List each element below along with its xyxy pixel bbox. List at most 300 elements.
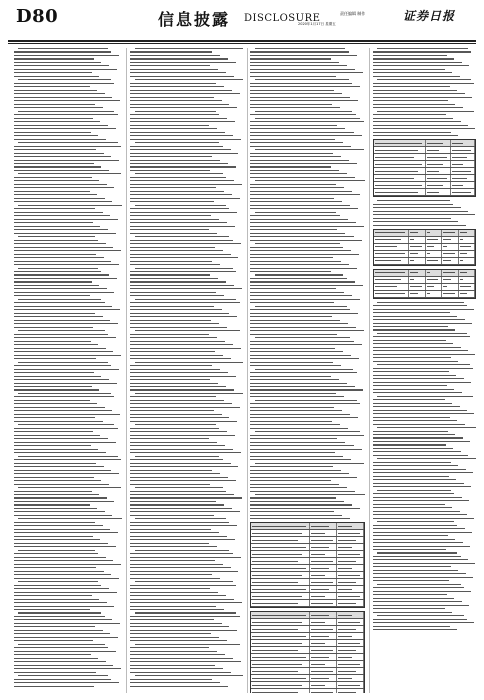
table-cell (310, 661, 337, 667)
table-cell (374, 175, 426, 181)
text-line (338, 561, 356, 562)
text-line (377, 615, 464, 616)
table-cell (251, 544, 310, 550)
text-line (130, 51, 212, 52)
text-line (373, 51, 471, 52)
table-row (374, 270, 475, 277)
text-line (410, 260, 413, 261)
text-line (373, 486, 471, 487)
text-line (130, 69, 218, 70)
text-line (14, 278, 117, 279)
text-line (311, 589, 329, 590)
section-title-cn: 信息披露 (158, 10, 231, 29)
text-line (255, 337, 350, 338)
text-line (14, 449, 98, 450)
text-line (443, 293, 454, 294)
table-cell (310, 565, 337, 571)
table-cell (251, 551, 310, 557)
text-line (252, 561, 298, 562)
table-row (374, 168, 475, 175)
text-line (14, 682, 119, 683)
text-line (373, 114, 446, 115)
text-line (311, 561, 333, 562)
table-row (374, 291, 475, 298)
text-line (311, 615, 329, 616)
table-cell (310, 586, 337, 592)
text-line (250, 421, 332, 422)
text-line (14, 365, 111, 366)
text-line (252, 664, 302, 665)
text-line (338, 533, 360, 534)
table-cell (459, 237, 475, 243)
text-line (130, 180, 234, 181)
text-line (130, 135, 233, 136)
text-line (130, 153, 238, 154)
text-line (18, 48, 108, 49)
text-line (373, 128, 475, 129)
text-line (130, 602, 242, 603)
table-cell (426, 258, 442, 264)
text-line (130, 470, 212, 471)
text-line (373, 225, 466, 226)
text-line (250, 473, 349, 474)
table-cell (426, 182, 450, 188)
text-line (427, 272, 430, 273)
text-line (373, 72, 452, 73)
table-cell (251, 600, 310, 606)
text-line (250, 438, 337, 439)
text-line (130, 58, 228, 59)
text-line (130, 647, 209, 648)
text-line (14, 504, 90, 505)
text-line (460, 279, 463, 280)
text-line (130, 90, 232, 91)
table-row (251, 523, 364, 530)
table-cell (251, 633, 310, 639)
text-line (255, 149, 364, 150)
text-line (460, 286, 471, 287)
text-line (373, 100, 448, 101)
table-row (251, 619, 364, 626)
text-line (14, 93, 105, 94)
text-line (252, 554, 302, 555)
text-line (130, 132, 225, 133)
text-line (252, 568, 306, 569)
text-line (135, 518, 227, 519)
text-line (18, 550, 95, 551)
text-line (130, 525, 237, 526)
text-line (410, 232, 417, 233)
text-line (130, 184, 242, 185)
table-cell (409, 251, 425, 257)
text-line (255, 180, 365, 181)
text-line (338, 554, 360, 555)
text-line (427, 246, 434, 247)
text-line (250, 299, 360, 300)
text-line (14, 58, 94, 59)
text-line (130, 553, 233, 554)
text-line (18, 612, 101, 613)
table-row (251, 661, 364, 668)
table-cell (251, 647, 310, 653)
text-line (373, 591, 471, 592)
text-line (250, 389, 363, 390)
table-cell (374, 258, 409, 264)
text-line (14, 118, 93, 119)
text-line (452, 192, 471, 193)
text-line (338, 540, 356, 541)
text-line (373, 417, 450, 418)
table-cell (337, 654, 364, 660)
text-line (311, 671, 333, 672)
text-line (311, 547, 329, 548)
text-line (14, 229, 108, 230)
table-cell (374, 291, 409, 297)
text-line (130, 351, 215, 352)
text-line (14, 139, 106, 140)
table-cell (337, 586, 364, 592)
text-line (373, 354, 475, 355)
text-line (14, 686, 94, 687)
text-line (311, 526, 329, 527)
text-line (130, 264, 220, 265)
text-line (375, 246, 397, 247)
text-line (338, 629, 356, 630)
text-line (373, 424, 465, 425)
text-line (130, 379, 210, 380)
text-line (255, 463, 364, 464)
text-line (250, 417, 358, 418)
table-cell (426, 140, 450, 146)
text-line (373, 465, 458, 466)
text-line (252, 582, 298, 583)
text-line (130, 250, 223, 251)
text-line (130, 166, 236, 167)
text-line (14, 125, 108, 126)
text-line (255, 431, 361, 432)
text-line (252, 671, 298, 672)
text-line (410, 279, 413, 280)
table-cell (251, 612, 310, 618)
text-line (377, 396, 473, 397)
text-line (427, 239, 438, 240)
text-line (375, 272, 405, 273)
text-line (250, 320, 340, 321)
text-line (250, 372, 357, 373)
text-line (250, 254, 359, 255)
text-line (14, 672, 96, 673)
table-cell (337, 682, 364, 688)
table-cell (251, 537, 310, 543)
text-line (130, 546, 217, 547)
text-line (373, 504, 445, 505)
text-line (14, 107, 103, 108)
text-line (130, 449, 233, 450)
text-line (373, 535, 448, 536)
text-line (377, 364, 470, 365)
text-line (130, 633, 211, 634)
table-cell (409, 284, 425, 290)
text-line (338, 685, 360, 686)
text-line (14, 564, 121, 565)
text-line (14, 306, 112, 307)
text-line (14, 348, 106, 349)
text-line (338, 664, 360, 665)
text-line (14, 421, 103, 422)
table-cell (374, 147, 426, 153)
table-cell (426, 284, 442, 290)
text-line (373, 444, 446, 445)
text-line (373, 598, 454, 599)
text-line (373, 469, 466, 470)
text-line (311, 533, 325, 534)
text-line (427, 185, 442, 186)
table-row (374, 258, 475, 265)
text-line (18, 330, 104, 331)
text-line (250, 459, 351, 460)
table-cell (426, 270, 442, 276)
text-line (14, 630, 103, 631)
text-line (14, 281, 92, 282)
text-line (452, 171, 471, 172)
table-cell (374, 251, 409, 257)
text-line (14, 247, 113, 248)
text-line (373, 556, 461, 557)
text-line (250, 125, 337, 126)
text-line (311, 664, 325, 665)
text-line (130, 243, 241, 244)
table-cell (337, 537, 364, 543)
text-line (373, 389, 454, 390)
text-line (373, 340, 446, 341)
text-line (373, 479, 456, 480)
text-line (130, 104, 229, 105)
text-line (250, 497, 336, 498)
text-line (377, 427, 476, 428)
table-row (251, 544, 364, 551)
text-line (14, 184, 107, 185)
text-line (14, 198, 105, 199)
header-rule (8, 40, 476, 42)
text-line (130, 536, 227, 537)
text-line (250, 191, 352, 192)
text-line (373, 518, 474, 519)
text-line (338, 589, 352, 590)
text-line (250, 100, 358, 101)
table-row (251, 668, 364, 675)
table-cell (337, 661, 364, 667)
table-cell (310, 551, 337, 557)
text-line (135, 268, 233, 269)
text-line (130, 271, 236, 272)
text-line (14, 132, 91, 133)
text-line (14, 438, 108, 439)
text-line (14, 452, 106, 453)
text-line (250, 292, 344, 293)
table-cell (310, 640, 337, 646)
text-line (14, 633, 110, 634)
text-line (250, 268, 357, 269)
table-cell (251, 565, 310, 571)
text-line (410, 293, 417, 294)
text-line (427, 253, 430, 254)
text-line (373, 392, 462, 393)
text-line (373, 451, 461, 452)
table-cell (251, 661, 310, 667)
text-line (14, 135, 98, 136)
text-line (18, 142, 117, 143)
text-line (373, 566, 451, 567)
text-line (130, 484, 210, 485)
text-line (373, 336, 470, 337)
text-line (452, 143, 463, 144)
text-line (14, 668, 121, 669)
text-line (410, 286, 421, 287)
text-line (373, 563, 475, 564)
text-line (373, 539, 455, 540)
text-line (373, 118, 453, 119)
text-line (14, 508, 97, 509)
text-line (14, 606, 114, 607)
text-line (373, 378, 464, 379)
text-line (250, 76, 336, 77)
text-line (14, 571, 104, 572)
text-line (14, 567, 96, 568)
text-line (373, 399, 445, 400)
text-line (373, 483, 464, 484)
text-line (14, 233, 116, 234)
text-line (14, 351, 113, 352)
table-cell (409, 270, 425, 276)
text-line (250, 302, 334, 303)
text-line (250, 484, 339, 485)
text-line (14, 302, 105, 303)
text-line (427, 286, 434, 287)
text-line (130, 97, 214, 98)
text-line (373, 361, 458, 362)
text-line (250, 194, 360, 195)
text-line (14, 341, 91, 342)
table-cell (337, 668, 364, 674)
text-line (250, 132, 354, 133)
table-cell (426, 237, 442, 243)
text-line (130, 72, 226, 73)
text-line (252, 603, 298, 604)
text-line (373, 218, 451, 219)
text-line (427, 164, 442, 165)
text-line (338, 582, 356, 583)
text-line (14, 532, 118, 533)
text-line (14, 459, 121, 460)
text-line (250, 355, 351, 356)
text-line (373, 357, 451, 358)
text-line (250, 504, 352, 505)
text-line (338, 636, 352, 637)
text-line (14, 494, 99, 495)
text-line (14, 90, 97, 91)
table-row (374, 182, 475, 189)
table-row (251, 551, 364, 558)
table-cell (337, 558, 364, 564)
table-cell (426, 251, 442, 257)
table-cell (337, 530, 364, 536)
text-line (14, 337, 116, 338)
table-cell (251, 682, 310, 688)
text-line (373, 221, 458, 222)
text-line (14, 557, 106, 558)
text-line (130, 494, 234, 495)
table-cell (459, 251, 475, 257)
text-line (14, 163, 94, 164)
text-line (130, 637, 219, 638)
text-line (250, 107, 340, 108)
text-line (14, 219, 118, 220)
table-cell (374, 237, 409, 243)
text-line (250, 69, 355, 70)
text-line (252, 636, 306, 637)
text-line (14, 250, 121, 251)
text-line (311, 603, 333, 604)
text-line (250, 142, 343, 143)
text-line (373, 528, 465, 529)
text-line (373, 214, 475, 215)
text-line (130, 431, 227, 432)
text-line (14, 623, 120, 624)
text-line (130, 609, 224, 610)
table-cell (310, 682, 337, 688)
text-line (375, 260, 401, 261)
masthead-logo: 证券日报 (403, 9, 456, 23)
table-row (251, 689, 364, 693)
table-cell (451, 182, 475, 188)
table-cell (374, 161, 426, 167)
table-row (374, 277, 475, 284)
text-line (14, 410, 112, 411)
table-cell (251, 572, 310, 578)
text-line (375, 171, 418, 172)
text-line (250, 58, 331, 59)
text-line (18, 644, 104, 645)
text-line (338, 615, 352, 616)
text-line (338, 692, 356, 693)
text-line (14, 626, 95, 627)
text-line (250, 508, 360, 509)
text-line (14, 97, 112, 98)
text-line (14, 149, 96, 150)
text-line (375, 164, 422, 165)
page-number: D80 (16, 6, 59, 27)
text-line (377, 552, 457, 553)
text-line (14, 369, 119, 370)
text-line (130, 410, 214, 411)
text-line (130, 358, 231, 359)
table-row (374, 284, 475, 291)
table-cell (337, 640, 364, 646)
text-line (373, 448, 453, 449)
text-line (130, 658, 233, 659)
text-line (250, 424, 340, 425)
date-line: 2020年1月17日 星期五 (298, 22, 336, 26)
table-cell (459, 244, 475, 250)
text-line (250, 410, 342, 411)
table-cell (337, 675, 364, 681)
text-line (130, 170, 210, 171)
text-line (130, 247, 215, 248)
text-line (250, 271, 331, 272)
text-line (135, 612, 237, 613)
text-line (14, 491, 92, 492)
text-line (252, 547, 306, 548)
